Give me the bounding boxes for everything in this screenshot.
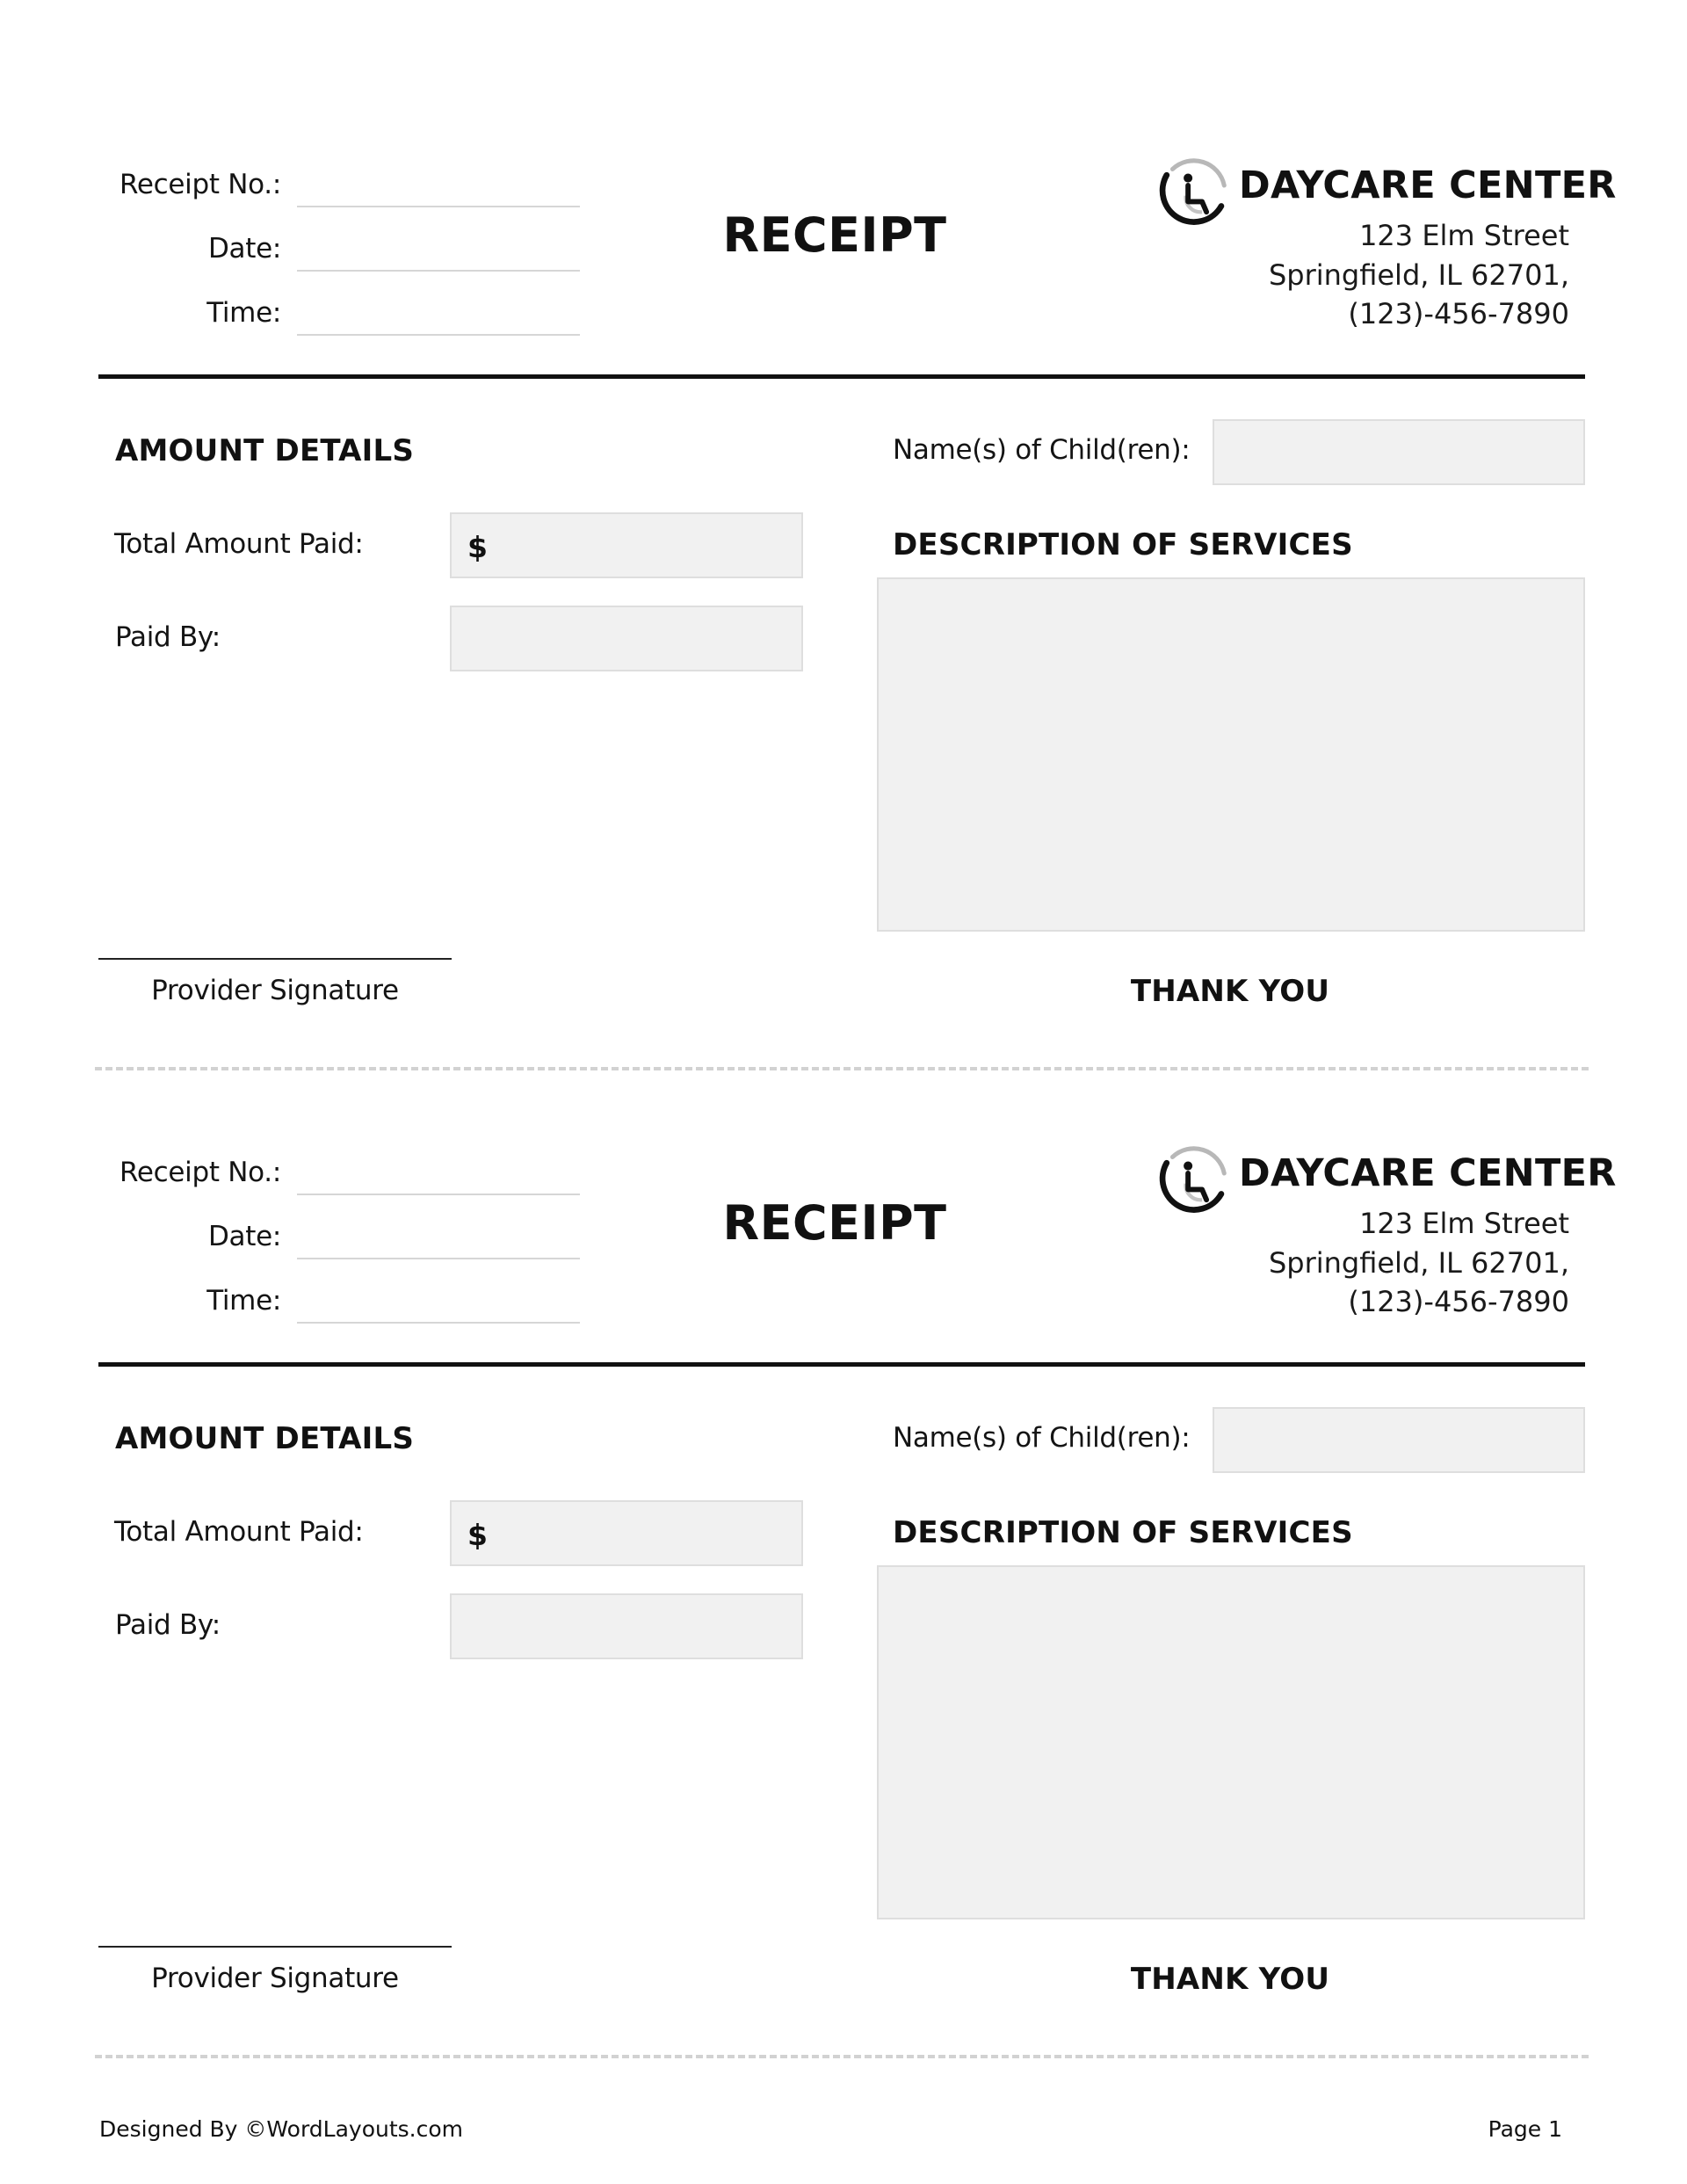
signature-line[interactable] (98, 1946, 452, 1948)
paid-by-input[interactable] (450, 606, 803, 671)
company-name: DAYCARE CENTER (1239, 1151, 1617, 1195)
header-divider (98, 374, 1585, 379)
dollar-sign: $ (467, 1518, 488, 1552)
receipt-title: RECEIPT (722, 207, 947, 263)
receipt-title: RECEIPT (722, 1195, 947, 1251)
paid-by-label: Paid By: (115, 621, 221, 653)
paid-by-input[interactable] (450, 1593, 803, 1659)
receipt-2 (0, 988, 1687, 1997)
date-field[interactable] (297, 1258, 580, 1259)
company-address-line2: Springfield, IL 62701, (1268, 258, 1569, 292)
time-field[interactable] (297, 334, 580, 336)
company-address-line2: Springfield, IL 62701, (1268, 1246, 1569, 1280)
children-names-input[interactable] (1213, 419, 1585, 485)
provider-signature-label: Provider Signature (151, 975, 399, 1006)
total-amount-label: Total Amount Paid: (114, 528, 364, 560)
wheelchair-circle-icon (1156, 1141, 1230, 1215)
receipt-1 (0, 0, 1687, 1009)
total-amount-input[interactable] (450, 1500, 803, 1566)
receipt-no-field[interactable] (297, 206, 580, 207)
receipt-no-field[interactable] (297, 1194, 580, 1195)
receipt-no-label: Receipt No.: (119, 169, 281, 200)
description-of-services-heading: DESCRIPTION OF SERVICES (893, 1515, 1353, 1550)
date-label: Date: (207, 233, 281, 265)
signature-line[interactable] (98, 958, 452, 960)
receipt-no-label: Receipt No.: (119, 1157, 281, 1188)
cut-line (95, 2055, 1589, 2058)
time-label: Time: (206, 297, 281, 329)
time-field[interactable] (297, 1322, 580, 1324)
description-of-services-heading: DESCRIPTION OF SERVICES (893, 527, 1353, 562)
total-amount-input[interactable] (450, 512, 803, 578)
company-phone: (123)-456-7890 (1348, 1285, 1569, 1318)
amount-details-heading: AMOUNT DETAILS (115, 1421, 415, 1456)
company-address-line1: 123 Elm Street (1359, 219, 1569, 252)
total-amount-label: Total Amount Paid: (114, 1516, 364, 1548)
wheelchair-circle-icon (1156, 153, 1230, 227)
amount-details-heading: AMOUNT DETAILS (115, 433, 415, 468)
description-of-services-input[interactable] (877, 577, 1585, 932)
company-name: DAYCARE CENTER (1239, 163, 1617, 207)
designer-credit: Designed By ©WordLayouts.com (99, 2116, 464, 2142)
children-names-label: Name(s) of Child(ren): (893, 434, 1191, 466)
header-divider (98, 1362, 1585, 1367)
company-address-line1: 123 Elm Street (1359, 1207, 1569, 1240)
date-field[interactable] (297, 270, 580, 272)
children-names-label: Name(s) of Child(ren): (893, 1422, 1191, 1454)
thank-you-text: THANK YOU (1130, 974, 1330, 1009)
company-phone: (123)-456-7890 (1348, 297, 1569, 330)
dollar-sign: $ (467, 530, 488, 564)
time-label: Time: (206, 1285, 281, 1317)
thank-you-text: THANK YOU (1130, 1962, 1330, 1997)
date-label: Date: (207, 1221, 281, 1252)
children-names-input[interactable] (1213, 1407, 1585, 1473)
description-of-services-input[interactable] (877, 1565, 1585, 1919)
page-number: Page 1 (1488, 2116, 1562, 2142)
provider-signature-label: Provider Signature (151, 1963, 399, 1994)
paid-by-label: Paid By: (115, 1609, 221, 1641)
